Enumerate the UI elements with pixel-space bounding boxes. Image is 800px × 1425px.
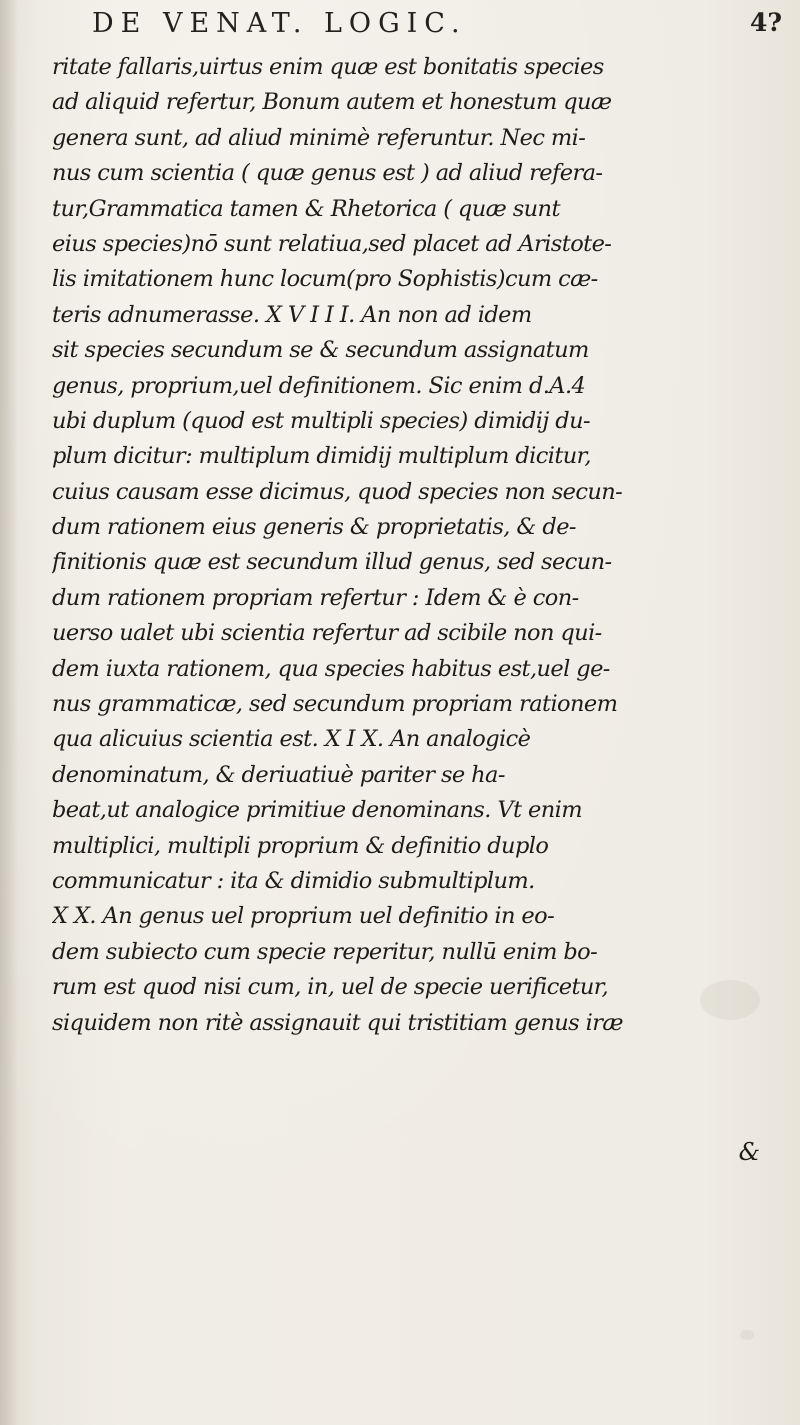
text-line: lis imitationem hunc locum(pro Sophistis)cum cæ-	[52, 266, 598, 293]
text-line: uerso ualet ubi scientia refertur ad scibile non qui-	[52, 620, 602, 647]
text-line: tur,Grammatica tamen & Rhetorica ( quæ sunt	[52, 195, 560, 222]
catchword: &	[738, 1138, 760, 1166]
text-line: ad aliquid refertur, Bonum autem et honestum quæ	[52, 89, 612, 116]
text-line: qua alicuius scientia est. X I X. An analogicè	[52, 726, 531, 753]
running-head	[92, 8, 782, 44]
body-text	[52, 50, 790, 1041]
text-line: ubi duplum (quod est multipli species) dimidij du-	[52, 407, 590, 434]
text-line: nus grammaticæ, sed secundum propriam rationem	[52, 691, 618, 718]
text-line: dum rationem eius generis & proprietatis, & de-	[52, 514, 576, 541]
text-line: communicatur : ita & dimidio submultiplum.	[52, 867, 535, 894]
text-line: ritate fallaris,uirtus enim quæ est bonitatis species	[52, 54, 604, 80]
text-line: denominatum, & deriuatiuè pariter se ha-	[52, 761, 505, 788]
text-line: sit species secundum se & secundum assignatum	[52, 337, 589, 364]
text-line: dem subiecto cum specie reperitur, nullū enim bo-	[52, 938, 598, 965]
binding-gutter	[0, 0, 18, 1425]
text-line: dum rationem propriam refertur : Idem & è con-	[52, 584, 579, 611]
running-title: DE VENAT. LOGIC.	[92, 8, 467, 39]
text-line: beat,ut analogice primitiue denominans. Vt enim	[52, 797, 582, 824]
text-line: X X. An genus uel proprium uel definitio in eo-	[52, 903, 555, 930]
text-line: genus, proprium,uel definitionem. Sic enim d.A.4	[52, 372, 586, 399]
text-line: teris adnumerasse. X V I I I. An non ad idem	[52, 301, 532, 328]
text-line: cuius causam esse dicimus, quod species non secun-	[52, 478, 623, 505]
text-line: dem iuxta rationem, qua species habitus est,uel ge-	[52, 655, 610, 682]
text-line: plum dicitur: multiplum dimidij multiplum dicitur,	[52, 443, 591, 470]
text-line: rum est quod nisi cum, in, uel de specie uerificetur,	[52, 974, 609, 1001]
text-line: siquidem non ritè assignauit qui tristitiam genus iræ	[52, 1009, 623, 1036]
text-line: genera sunt, ad aliud minimè referuntur. Nec mi-	[52, 124, 586, 151]
text-line: finitionis quæ est secundum illud genus, sed secun-	[52, 549, 612, 576]
page-number: 4?	[749, 8, 782, 37]
text-line: multiplici, multipli proprium & definitio duplo	[52, 832, 549, 859]
text-line: nus cum scientia ( quæ genus est ) ad aliud refera-	[52, 160, 603, 187]
text-line: eius species)nō sunt relatiua,sed placet ad Aristote-	[52, 230, 612, 257]
paper-stain	[740, 1330, 754, 1340]
